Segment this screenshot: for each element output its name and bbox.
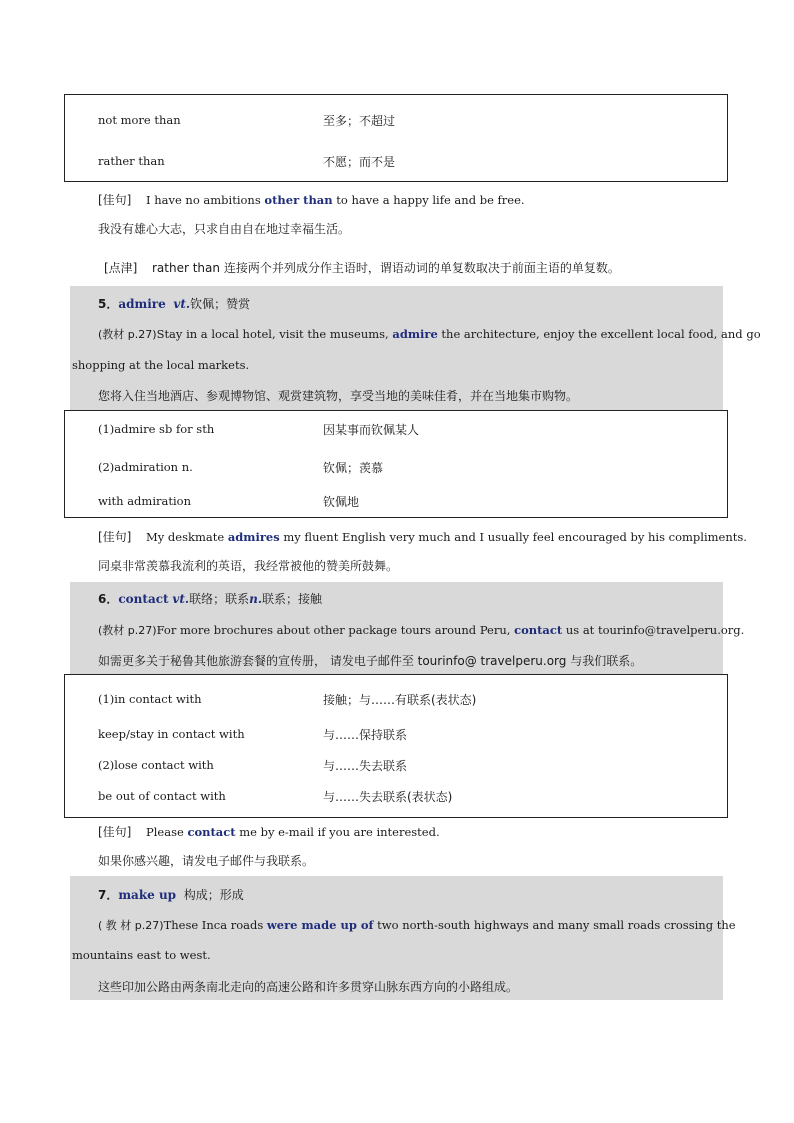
phrase-en: with admiration (98, 494, 191, 508)
keyword: contact (187, 825, 236, 839)
item-5-heading (98, 295, 250, 312)
item-number: 7． (98, 888, 119, 902)
example-text: Please (146, 825, 188, 839)
example-sentence (98, 823, 440, 840)
item-7-translation: 这些印加公路由两条南北走向的高速公路和许多贯穿山脉东西方向的小路组成。 (98, 980, 519, 994)
part-of-speech: n. (249, 592, 263, 606)
sentence-text: Stay in a local hotel, visit the museums, (156, 327, 393, 341)
source-ref: (教材 p.27) (98, 328, 157, 341)
sentence-text: two north-south highways and many small roads crossing the (373, 918, 736, 932)
item-7-source-sentence (98, 917, 736, 933)
example-tag: [佳句] (98, 825, 132, 839)
phrase-zh: 与……失去联系 (323, 759, 408, 773)
tip-line (104, 259, 620, 276)
item-5-translation: 您将入住当地酒店、参观博物馆、观赏建筑物，享受当地的美味佳肴，并在当地集市购物。 (98, 389, 579, 403)
phrase-en: be out of contact with (98, 789, 226, 803)
phrase-en: (2)lose contact with (98, 758, 214, 772)
keyword: contact (514, 623, 563, 637)
sentence-text: These Inca roads (163, 918, 267, 932)
keyword: other than (264, 193, 333, 207)
part-of-speech: vt. (173, 297, 191, 311)
tip-tag: [点津] (104, 261, 138, 275)
item-number: 6． (98, 592, 119, 606)
example-text: My deskmate (146, 530, 228, 544)
item-5-source-sentence (98, 326, 761, 342)
item-6-source-sentence (98, 622, 744, 638)
phrase-zh: 与……失去联系(表状态) (323, 790, 453, 804)
phrase-en: rather than (98, 154, 165, 168)
phrase-en: (1)admire sb for sth (98, 422, 215, 436)
phrase-zh: 接触；与……有联系(表状态) (323, 693, 477, 707)
part-of-speech: vt. (172, 592, 190, 606)
keyword: admire (392, 327, 438, 341)
phrase-zh: 因某事而钦佩某人 (323, 423, 420, 437)
meaning: 联系；接触 (262, 592, 323, 606)
phrase-en: keep/stay in contact with (98, 727, 245, 741)
example-sentence (98, 191, 525, 208)
keyword: admire (118, 297, 166, 311)
phrase-zh: 钦佩；羡慕 (323, 461, 384, 475)
example-tag: [佳句] (98, 530, 132, 544)
item-7-heading (98, 886, 244, 903)
phrase-en: not more than (98, 113, 181, 127)
phrase-en: (1)in contact with (98, 692, 202, 706)
meaning: 钦佩；赞赏 (190, 297, 251, 311)
phrase-box-3 (64, 674, 728, 818)
phrase-box-2 (64, 410, 728, 518)
keyword: make up (118, 888, 177, 902)
phrase-zh: 不愿；而不是 (323, 155, 396, 169)
tip-text: rather than 连接两个并列成分作主语时，谓语动词的单复数取决于前面主语的单复数。 (152, 261, 620, 275)
sentence-text: For more brochures about other package tours around Peru, (156, 623, 515, 637)
item-6-translation: 如需更多关于秘鲁其他旅游套餐的宣传册， 请发电子邮件至 tourinfo@ travelperu.org 与我们联系。 (98, 654, 643, 668)
keyword: were made up of (266, 918, 374, 932)
meaning: 构成；形成 (183, 888, 244, 902)
phrase-zh: 钦佩地 (323, 495, 360, 509)
example-translation: 我没有雄心大志，只求自由自在地过幸福生活。 (98, 222, 351, 236)
keyword: admires (227, 530, 280, 544)
sentence-text: us at tourinfo@travelperu.org. (562, 623, 745, 637)
item-6-heading (98, 590, 322, 607)
keyword: contact (118, 592, 169, 606)
source-ref: ( 教 材 p.27) (98, 919, 164, 932)
item-number: 5． (98, 297, 119, 311)
item-7-source-sentence-cont: mountains east to west. (72, 948, 211, 962)
example-text: my fluent English very much and I usually feel encouraged by his compliments. (279, 530, 747, 544)
phrase-zh: 至多；不超过 (323, 114, 396, 128)
example-sentence (98, 528, 747, 545)
source-ref: (教材 p.27) (98, 624, 157, 637)
item-5-source-sentence-cont: shopping at the local markets. (72, 358, 250, 372)
phrase-box-1 (64, 94, 728, 182)
example-translation: 如果你感兴趣，请发电子邮件与我联系。 (98, 854, 315, 868)
example-text: to have a happy life and be free. (332, 193, 525, 207)
example-tag: [佳句] (98, 193, 132, 207)
example-text: me by e-mail if you are interested. (235, 825, 440, 839)
phrase-zh: 与……保持联系 (323, 728, 408, 742)
meaning: 联络；联系 (189, 592, 250, 606)
sentence-text: the architecture, enjoy the excellent local food, and go (437, 327, 761, 341)
phrase-en: (2)admiration n. (98, 460, 193, 474)
example-translation: 同桌非常羡慕我流利的英语，我经常被他的赞美所鼓舞。 (98, 559, 399, 573)
example-text: I have no ambitions (146, 193, 265, 207)
